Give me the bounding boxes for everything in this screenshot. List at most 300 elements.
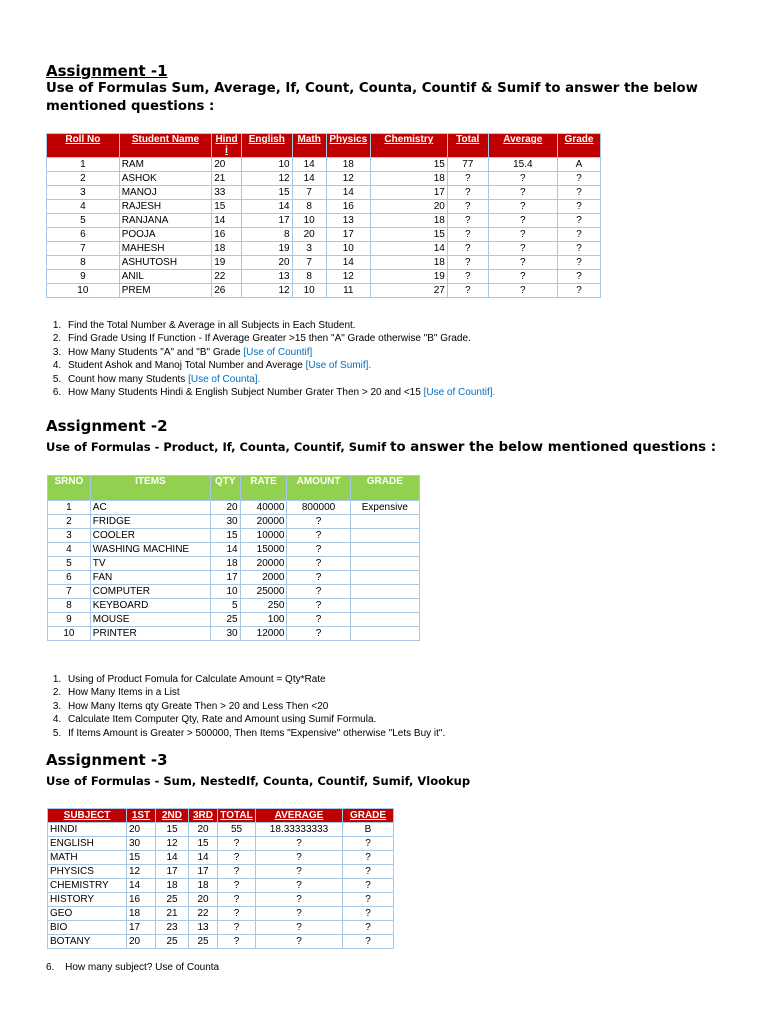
table-cell: 20000 xyxy=(240,515,287,529)
table-cell: ? xyxy=(488,228,557,242)
question-item xyxy=(64,373,764,386)
table-cell: 15 xyxy=(156,823,189,837)
table-cell: ? xyxy=(488,284,557,298)
table-cell: MATH xyxy=(48,851,127,865)
table-header-row xyxy=(47,134,601,158)
table-cell: ? xyxy=(218,851,256,865)
table-cell: 16 xyxy=(127,893,156,907)
column-header: RATE xyxy=(240,476,287,501)
table-cell xyxy=(350,599,419,613)
table-cell: 12 xyxy=(156,837,189,851)
table-cell: 8 xyxy=(292,270,326,284)
table-cell: 14 xyxy=(212,214,242,228)
assignment-1-questions xyxy=(46,319,764,399)
table-cell: ? xyxy=(558,186,601,200)
table-cell: ? xyxy=(287,627,350,641)
table-row xyxy=(48,851,394,865)
table-cell: 17 xyxy=(241,214,292,228)
assignment-1-title: Assignment -1 xyxy=(46,62,168,80)
table-cell: ? xyxy=(343,907,394,921)
table-cell: 14 xyxy=(326,186,370,200)
table-cell xyxy=(350,571,419,585)
question-text: How Many Students "A" and "B" Grade xyxy=(68,346,244,358)
table-cell: ? xyxy=(218,893,256,907)
column-header: TOTAL xyxy=(218,809,256,823)
table-cell: 250 xyxy=(240,599,287,613)
table-row xyxy=(47,158,601,172)
table-cell: ? xyxy=(343,935,394,949)
table-cell: 18 xyxy=(370,256,447,270)
table-cell: ? xyxy=(488,172,557,186)
question-item xyxy=(64,386,764,399)
table-cell: 4 xyxy=(48,543,91,557)
table-cell: 40000 xyxy=(240,501,287,515)
table-cell: PRINTER xyxy=(90,627,210,641)
table-cell: ? xyxy=(287,515,350,529)
table-row xyxy=(48,893,394,907)
table-cell: ? xyxy=(558,228,601,242)
table-cell: 19 xyxy=(241,242,292,256)
table-row xyxy=(48,865,394,879)
table-cell: MAHESH xyxy=(119,242,212,256)
question-text: Find Grade Using If Function - If Average Greater >15 then "A" Grade otherwise "B" Grade. xyxy=(68,333,471,345)
table-cell: ? xyxy=(256,879,343,893)
table-cell: COMPUTER xyxy=(90,585,210,599)
table-row xyxy=(47,214,601,228)
question-hint: [Use of Countif]. xyxy=(423,387,496,399)
table-cell: BOTANY xyxy=(48,935,127,949)
table-cell: 25000 xyxy=(240,585,287,599)
table-cell: 20 xyxy=(127,823,156,837)
table-cell: 77 xyxy=(447,158,488,172)
table-cell: 15 xyxy=(211,529,241,543)
table-cell: COOLER xyxy=(90,529,210,543)
question-hint: [Use of Sumif]. xyxy=(305,360,372,372)
table-cell: 33 xyxy=(212,186,242,200)
table-cell: 8 xyxy=(292,200,326,214)
table-cell: 3 xyxy=(48,529,91,543)
table-cell: 15 xyxy=(370,228,447,242)
table-cell: 18 xyxy=(370,214,447,228)
table-cell: 12000 xyxy=(240,627,287,641)
table-cell: 22 xyxy=(189,907,218,921)
table-cell: BIO xyxy=(48,921,127,935)
table-cell: 26 xyxy=(212,284,242,298)
table-row xyxy=(48,543,420,557)
table-cell: CHEMISTRY xyxy=(48,879,127,893)
table-row xyxy=(47,228,601,242)
table-cell: 3 xyxy=(47,186,120,200)
table-cell: 6 xyxy=(47,228,120,242)
table-cell: 11 xyxy=(326,284,370,298)
table-row xyxy=(47,242,601,256)
column-header: Grade xyxy=(558,134,601,158)
table-cell: PREM xyxy=(119,284,212,298)
table-cell xyxy=(350,557,419,571)
table-cell: ? xyxy=(287,599,350,613)
column-header: English xyxy=(241,134,292,158)
subjects-table xyxy=(47,808,394,949)
question-hint: [Use of Counta]. xyxy=(188,373,261,385)
column-header: 2ND xyxy=(156,809,189,823)
table-cell: ? xyxy=(488,256,557,270)
table-cell: ? xyxy=(447,200,488,214)
column-header: SUBJECT xyxy=(48,809,127,823)
table-cell: ? xyxy=(256,851,343,865)
table-row xyxy=(47,270,601,284)
table-cell: 12 xyxy=(127,865,156,879)
table-cell: 14 xyxy=(292,172,326,186)
table-cell: 25 xyxy=(189,935,218,949)
table-cell: 30 xyxy=(211,627,241,641)
table-cell: 9 xyxy=(48,613,91,627)
table-cell: 10 xyxy=(292,284,326,298)
table-cell: 20 xyxy=(241,256,292,270)
table-cell xyxy=(350,613,419,627)
table-cell: ? xyxy=(488,200,557,214)
table-row xyxy=(48,599,420,613)
column-header: Roll No xyxy=(47,134,120,158)
table-cell: ASHOK xyxy=(119,172,212,186)
question-hint: [Use of Countif] xyxy=(243,346,313,358)
table-cell: ? xyxy=(558,242,601,256)
assignment-2-subtitle-formulas: Use of Formulas - Product, If, Counta, Countif, Sumif xyxy=(46,440,391,454)
table-cell: 25 xyxy=(211,613,241,627)
question-item xyxy=(64,346,764,359)
question-item: 2. How Many Items in a List xyxy=(64,686,764,699)
table-cell: 14 xyxy=(127,879,156,893)
table-cell: 20 xyxy=(370,200,447,214)
column-header: Chemistry xyxy=(370,134,447,158)
table-row xyxy=(47,256,601,270)
table-cell: ? xyxy=(256,907,343,921)
table-cell: ? xyxy=(218,921,256,935)
table-header-row xyxy=(48,476,420,501)
table-cell: 30 xyxy=(127,837,156,851)
table-cell: ? xyxy=(218,935,256,949)
table-cell: 18 xyxy=(326,158,370,172)
table-cell: 14 xyxy=(189,851,218,865)
table-row xyxy=(48,613,420,627)
table-cell: 15 xyxy=(127,851,156,865)
student-marks-table xyxy=(46,133,601,298)
table-cell: ? xyxy=(256,865,343,879)
table-cell: ? xyxy=(488,186,557,200)
table-cell: ? xyxy=(256,935,343,949)
table-cell: MANOJ xyxy=(119,186,212,200)
table-cell: ? xyxy=(287,613,350,627)
table-row xyxy=(48,627,420,641)
table-cell: ? xyxy=(256,893,343,907)
table-cell: 18 xyxy=(370,172,447,186)
table-cell: 4 xyxy=(47,200,120,214)
table-cell: 14 xyxy=(241,200,292,214)
table-cell: 17 xyxy=(326,228,370,242)
question-item xyxy=(64,319,764,332)
table-cell: 6 xyxy=(48,571,91,585)
table-cell: HINDI xyxy=(48,823,127,837)
table-row xyxy=(48,837,394,851)
column-header: Math xyxy=(292,134,326,158)
table-cell: 7 xyxy=(292,256,326,270)
table-cell: 10 xyxy=(326,242,370,256)
table-cell: 30 xyxy=(211,515,241,529)
table-cell: 14 xyxy=(156,851,189,865)
table-cell: 8 xyxy=(47,256,120,270)
table-cell: ? xyxy=(218,865,256,879)
table-cell: 17 xyxy=(211,571,241,585)
table-row xyxy=(47,186,601,200)
table-cell: 10000 xyxy=(240,529,287,543)
table-row xyxy=(48,557,420,571)
assignment-3-question xyxy=(46,962,219,973)
table-cell: 20 xyxy=(212,158,242,172)
table-cell: ASHUTOSH xyxy=(119,256,212,270)
table-cell: 18 xyxy=(211,557,241,571)
table-cell: 9 xyxy=(47,270,120,284)
table-cell: ? xyxy=(256,921,343,935)
table-row xyxy=(48,823,394,837)
table-row xyxy=(48,529,420,543)
table-cell: HISTORY xyxy=(48,893,127,907)
column-header: AVERAGE xyxy=(256,809,343,823)
table-cell: 7 xyxy=(48,585,91,599)
table-row xyxy=(48,907,394,921)
table-cell: RAJESH xyxy=(119,200,212,214)
table-cell: 18 xyxy=(189,879,218,893)
table-cell: A xyxy=(558,158,601,172)
table-cell: ? xyxy=(287,557,350,571)
table-cell xyxy=(350,543,419,557)
table-cell: FRIDGE xyxy=(90,515,210,529)
column-header: Student Name xyxy=(119,134,212,158)
table-cell: 12 xyxy=(241,172,292,186)
table-row xyxy=(48,515,420,529)
table-cell: ? xyxy=(447,172,488,186)
column-header: AMOUNT xyxy=(287,476,350,501)
table-row xyxy=(48,935,394,949)
table-cell: 1 xyxy=(47,158,120,172)
column-header: Hindi xyxy=(212,134,242,158)
table-cell: 14 xyxy=(211,543,241,557)
table-cell: 19 xyxy=(370,270,447,284)
table-cell: 800000 xyxy=(287,501,350,515)
table-cell: 15 xyxy=(189,837,218,851)
table-cell: ? xyxy=(447,214,488,228)
table-cell: ? xyxy=(447,256,488,270)
column-header: 3RD xyxy=(189,809,218,823)
assignment-3-title: Assignment -3 xyxy=(46,751,168,769)
table-cell: POOJA xyxy=(119,228,212,242)
table-cell: ? xyxy=(558,270,601,284)
table-row xyxy=(48,921,394,935)
table-cell: ? xyxy=(488,242,557,256)
table-cell: ? xyxy=(343,879,394,893)
table-cell: 15 xyxy=(370,158,447,172)
table-cell: 100 xyxy=(240,613,287,627)
table-cell: ? xyxy=(447,186,488,200)
table-cell: ? xyxy=(558,200,601,214)
table-cell: 10 xyxy=(292,214,326,228)
table-row xyxy=(47,200,601,214)
question-text: How Many Students Hindi & English Subject Number Grater Then > 20 and <15 xyxy=(68,387,424,399)
question-item: 4. Calculate Item Computer Qty, Rate and Amount using Sumif Formula. xyxy=(64,713,764,726)
question-text: Find the Total Number & Average in all Subjects in Each Student. xyxy=(68,320,356,331)
table-cell: ? xyxy=(343,865,394,879)
table-cell: 7 xyxy=(47,242,120,256)
question-item: 1. Using of Product Fomula for Calculate Amount = Qty*Rate xyxy=(64,673,764,686)
table-cell xyxy=(350,585,419,599)
table-cell: ? xyxy=(447,284,488,298)
assignment-2-title: Assignment -2 xyxy=(46,417,168,435)
table-cell xyxy=(350,515,419,529)
table-cell: 20 xyxy=(189,823,218,837)
table-cell: 17 xyxy=(370,186,447,200)
table-cell: 17 xyxy=(127,921,156,935)
question-text: How many subject? Use of Counta xyxy=(65,962,220,973)
table-cell: 14 xyxy=(292,158,326,172)
table-cell: 2000 xyxy=(240,571,287,585)
table-cell: 5 xyxy=(47,214,120,228)
table-cell: 20 xyxy=(189,893,218,907)
table-cell: 8 xyxy=(48,599,91,613)
table-cell xyxy=(350,529,419,543)
table-cell: ? xyxy=(218,907,256,921)
table-cell: 17 xyxy=(189,865,218,879)
table-cell: ? xyxy=(343,837,394,851)
table-cell: 25 xyxy=(156,935,189,949)
table-cell: ANIL xyxy=(119,270,212,284)
assignment-2-subtitle xyxy=(46,438,746,457)
table-cell: 20 xyxy=(211,501,241,515)
table-cell: ? xyxy=(256,837,343,851)
table-cell: 12 xyxy=(326,172,370,186)
table-cell: 27 xyxy=(370,284,447,298)
table-cell: ? xyxy=(488,214,557,228)
table-cell: 20000 xyxy=(240,557,287,571)
question-item: 3. How Many Items qty Greate Then > 20 and Less Then <20 xyxy=(64,700,764,713)
table-row xyxy=(48,879,394,893)
table-cell: 7 xyxy=(292,186,326,200)
column-header: 1ST xyxy=(127,809,156,823)
assignment-1-subtitle: Use of Formulas Sum, Average, If, Count, Counta, Countif & Sumif to answer the below mentioned questions : xyxy=(46,81,698,114)
table-cell: 2 xyxy=(48,515,91,529)
table-cell: 13 xyxy=(326,214,370,228)
table-cell: ? xyxy=(343,893,394,907)
table-cell: 22 xyxy=(212,270,242,284)
table-cell: 20 xyxy=(127,935,156,949)
items-table xyxy=(47,475,420,641)
question-item xyxy=(64,359,764,372)
table-cell: 15 xyxy=(212,200,242,214)
table-cell: 13 xyxy=(189,921,218,935)
table-cell: FAN xyxy=(90,571,210,585)
table-cell: RAM xyxy=(119,158,212,172)
table-cell: ? xyxy=(488,270,557,284)
table-cell: 23 xyxy=(156,921,189,935)
table-cell: AC xyxy=(90,501,210,515)
table-header-row xyxy=(48,809,394,823)
column-header: GRADE xyxy=(350,476,419,501)
table-cell: 5 xyxy=(211,599,241,613)
table-cell: 13 xyxy=(241,270,292,284)
table-cell: 18.33333333 xyxy=(256,823,343,837)
column-header: ITEMS xyxy=(90,476,210,501)
table-row xyxy=(47,172,601,186)
table-cell: ? xyxy=(287,543,350,557)
column-header: Average xyxy=(488,134,557,158)
table-cell: 10 xyxy=(48,627,91,641)
question-number: 6. xyxy=(46,962,55,973)
table-row xyxy=(48,501,420,515)
column-header: GRADE xyxy=(343,809,394,823)
table-cell: ? xyxy=(447,228,488,242)
table-cell: ? xyxy=(558,214,601,228)
table-row xyxy=(48,585,420,599)
column-header: Total xyxy=(447,134,488,158)
table-cell: ? xyxy=(558,172,601,186)
table-cell: MOUSE xyxy=(90,613,210,627)
table-cell: 14 xyxy=(370,242,447,256)
table-cell: 15000 xyxy=(240,543,287,557)
table-cell: WASHING MACHINE xyxy=(90,543,210,557)
table-cell: 18 xyxy=(156,879,189,893)
table-cell: GEO xyxy=(48,907,127,921)
table-cell: ? xyxy=(287,529,350,543)
table-cell: RANJANA xyxy=(119,214,212,228)
table-cell: 2 xyxy=(47,172,120,186)
column-header: SRNO xyxy=(48,476,91,501)
table-cell: KEYBOARD xyxy=(90,599,210,613)
question-item: 5. If Items Amount is Greater > 500000, Then Items "Expensive" otherwise "Lets Buy it". xyxy=(64,727,764,740)
table-cell: 5 xyxy=(48,557,91,571)
table-cell: 1 xyxy=(48,501,91,515)
table-cell: ? xyxy=(447,270,488,284)
table-cell: 21 xyxy=(156,907,189,921)
table-cell xyxy=(350,627,419,641)
question-text: Count how many Students xyxy=(68,373,189,385)
table-cell: ENGLISH xyxy=(48,837,127,851)
assignment-3-subtitle: Use of Formulas - Sum, NestedIf, Counta, Countif, Sumif, Vlookup xyxy=(46,774,471,788)
table-cell: 15.4 xyxy=(488,158,557,172)
table-cell: 12 xyxy=(326,270,370,284)
question-item xyxy=(64,332,764,345)
table-cell: 8 xyxy=(241,228,292,242)
table-row xyxy=(47,284,601,298)
table-row xyxy=(48,571,420,585)
table-cell: 16 xyxy=(212,228,242,242)
table-cell: 19 xyxy=(212,256,242,270)
table-cell: 18 xyxy=(127,907,156,921)
table-cell: 25 xyxy=(156,893,189,907)
table-cell: 15 xyxy=(241,186,292,200)
table-cell: ? xyxy=(343,921,394,935)
assignment-2-subtitle-rest: to answer the below mentioned questions : xyxy=(390,440,717,455)
table-cell: 17 xyxy=(156,865,189,879)
table-cell: 18 xyxy=(212,242,242,256)
table-cell: 12 xyxy=(241,284,292,298)
table-cell: PHYSICS xyxy=(48,865,127,879)
table-cell: 10 xyxy=(47,284,120,298)
column-header: QTY xyxy=(211,476,241,501)
column-header: Physics xyxy=(326,134,370,158)
table-cell: ? xyxy=(447,242,488,256)
table-cell: 10 xyxy=(241,158,292,172)
table-cell: ? xyxy=(343,851,394,865)
table-cell: 14 xyxy=(326,256,370,270)
table-cell: 55 xyxy=(218,823,256,837)
table-cell: ? xyxy=(287,585,350,599)
